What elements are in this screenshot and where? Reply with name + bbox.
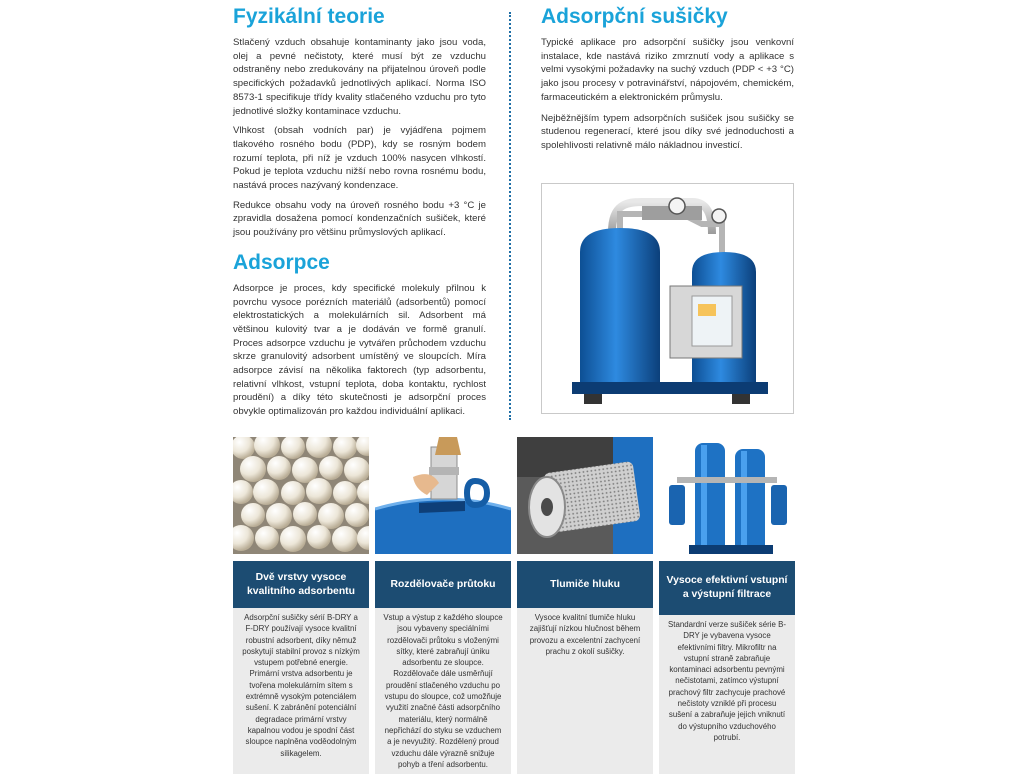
silencer-illustration [517, 437, 653, 554]
feature-description: Vysoce kvalitní tlumiče hluku zajišťují nízkou hlučnost během provozu a excelentní zachycení prachu z okolí sušičky. [517, 608, 653, 774]
dryers-paragraph-1: Typické aplikace pro adsorpční sušičky jsou venkovní instalace, kde nastává riziko zmrznutí vody a aplikace s velmi vysokými požadavky na suchý vzduch (PDP < +3 °C) jako jsou procesy v potravinářství, nápojovém, chemickém, farmaceutickém a elektronickém průmyslu. [541, 37, 794, 103]
adsorbent-beads-photo [233, 437, 369, 554]
right-column [541, 4, 794, 153]
theory-paragraph-1: Stlačený vzduch obsahuje kontaminanty jako jsou voda, olej a pevné nečistoty, které musí být ze vzduchu odstraněny nebo zredukovány na přijatelnou úroveň podle specifických požadavků jednotlivých aplikací. Norma ISO 8573-1 specifikuje třídy kvality stlačeného vzduchu pro tyto jednotlivé složky kontaminace vzduchu. [233, 37, 486, 117]
feature-title: Dvě vrstvy vysoce kvalitního adsorbentu [233, 561, 369, 608]
adsorbent-beads-illustration [233, 437, 369, 554]
adsorption-heading: Adsorpce [233, 250, 330, 274]
theory-heading: Fyzikální teorie [233, 5, 385, 28]
filtration-photo [659, 437, 795, 554]
flow-distributor-photo [375, 437, 511, 554]
feature-title: Rozdělovače průtoku [375, 561, 511, 608]
theory-paragraph-2: Vlhkost (obsah vodních par) je vyjádřena pojmem tlakového rosného bodu (PDP), kdy se rosným bodem rozumí teplota, při níž je vzduch 100% nasycen vlhkostí. Pokud je teplota vzduchu nižší nebo rovna rosnému bodu, nastává proces nazývaný kondenzace. [233, 125, 486, 192]
feature-description: Adsorpční sušičky sérií B-DRY a F-DRY používají vysoce kvalitní robustní adsorbent, díky němuž poskytují stabilní provoz s nízkým vstupem potřebné energie. Primární vrstva adsorbentu je tvořena molekulárním sítem s extrémně vysokým potenciálem sušení. K zabránění potenciální degradace primární vrstvy kapalnou vodou je spodní část sloupce naplněna voděodolným silikagelem. [233, 608, 369, 774]
dryer-product-photo [541, 183, 794, 414]
left-column [233, 4, 486, 419]
silencer-photo [517, 437, 653, 554]
adsorption-paragraph: Adsorpce je proces, kdy specifické molekuly přilnou k povrchu vysoce porézních materiálů (adsorbentů) pomocí elektrostatických a molekulárních sil. Adsorbent má většinou kulovitý tvar a je dodáván ve formě granulí. Proces adsorpce vzduchu je vytvářen průchodem vzduchu skrze granulovitý adsorbent umístěný ve sloupcích. Míra adsorpce závisí na několika faktorech (typ adsorbentu, relativní vlhkost, vstupní teplota, doba kontaktu, rychlost proudění) a díky této skutečnosti je adsorpční proces obvykle optimalizován pro každou individuální aplikaci. [233, 282, 486, 418]
feature-card-flow-distributors [375, 437, 511, 774]
feature-title: Tlumiče hluku [517, 561, 653, 608]
column-divider [509, 12, 511, 420]
dryers-heading: Adsorpční sušičky [541, 5, 728, 28]
feature-description: Standardní verze sušiček série B-DRY je vybavena vysoce efektivními filtry. Mikrofiltr na vstupní straně zabraňuje kontaminaci adsorbentu pevnými nečistotami, zatímco výstupní prachový filtr zachycuje prachové nečistoty vzniklé při procesu sušení a zabraňuje jejich vniknutí do výstupního vzduchového potrubí. [659, 615, 795, 774]
filtration-illustration [659, 437, 795, 554]
feature-card-filtration [659, 437, 795, 774]
feature-card-silencers [517, 437, 653, 774]
feature-description: Vstup a výstup z každého sloupce jsou vybaveny speciálními rozdělovači průtoku s vloženými sítky, které zabraňují úniku adsorbentu ze sloupce. Rozdělovače dále usměrňují proudění stlačeného vzduchu po vstupu do sloupce, což umožňuje využití značné části adsorpčního materiálu, který normálně nepřichází do styku se vzduchem a je nevyužitý. Rozdělený proud vzduchu dále výrazně snižuje pohyb a tření adsorbentu. [375, 608, 511, 774]
flow-distributor-illustration [375, 437, 511, 554]
dryer-illustration [542, 184, 793, 413]
theory-paragraph-3: Redukce obsahu vody na úroveň rosného bodu +3 °C je zpravidla dosažena pomocí kondenzačních sušiček, které jsou používány pro většinu průmyslových aplikací. [233, 199, 486, 239]
dryers-paragraph-2: Nejběžnějším typem adsorpčních sušiček jsou sušičky se studenou regenerací, které jsou díky své jednoduchosti a spolehlivosti relativně málo nákladnou investicí. [541, 112, 794, 151]
feature-title: Vysoce efektivní vstupní a výstupní filtrace [659, 561, 795, 615]
feature-card-adsorbent [233, 437, 369, 774]
